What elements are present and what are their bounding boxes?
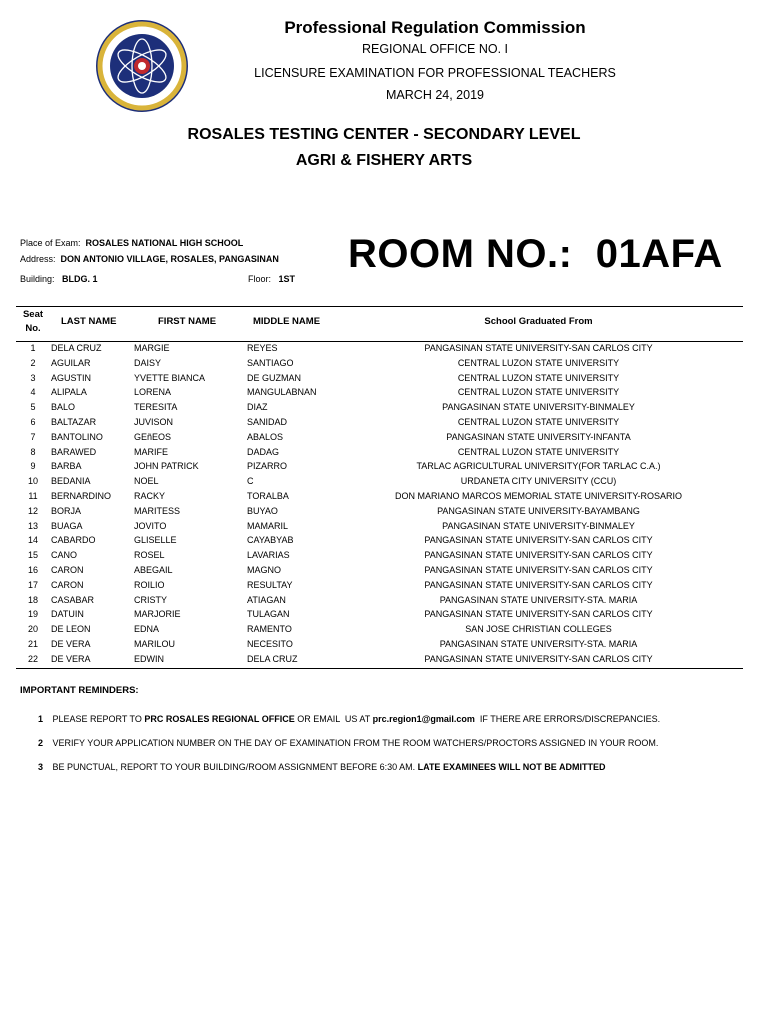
seat-number: 5 [30,402,36,413]
address-label: Address: [20,254,56,264]
last-name: BALO [51,402,76,413]
school-name: URDANETA CITY UNIVERSITY (CCU) [460,476,617,487]
reminder-text: OR EMAIL US AT [294,714,373,724]
middle-name: DELA CRUZ [247,653,298,664]
table-row [16,401,743,416]
school-name: TARLAC AGRICULTURAL UNIVERSITY(FOR TARLAC C.A.) [416,461,661,472]
school-name: CENTRAL LUZON STATE UNIVERSITY [457,416,620,427]
seat-number: 12 [27,505,38,516]
middle-name: MAGNO [247,564,282,575]
place-of-exam [20,238,243,248]
first-name: ROILIO [134,579,165,590]
school-name: DON MARIANO MARCOS MEMORIAL STATE UNIVERSITY-ROSARIO [394,490,683,501]
last-name: BANTOLINO [51,431,103,442]
middle-name: DADAG [247,446,280,457]
table-row [16,475,743,490]
header-last-name: LAST NAME [61,316,117,327]
first-name: YVETTE BIANCA [134,372,206,383]
reminder-text: VERIFY YOUR APPLICATION NUMBER ON THE DAY OF EXAMINATION FROM THE ROOM WATCHERS/PROCTORS ASSIGNED IN YOUR ROOM. [52,738,659,748]
place-value: ROSALES NATIONAL HIGH SCHOOL [85,238,244,248]
last-name: BARAWED [51,446,97,457]
last-name: DE LEON [51,624,91,635]
middle-name: ABALOS [247,431,284,442]
seat-number: 10 [27,476,38,487]
last-name: DELA CRUZ [51,343,102,353]
last-name: CASABAR [51,594,95,605]
testing-center: ROSALES TESTING CENTER - SECONDARY LEVEL [187,126,581,143]
reminder-text: IF THERE ARE ERRORS/DISCREPANCIES. [474,714,661,724]
school-name: PANGASINAN STATE UNIVERSITY-SAN CARLOS CITY [424,550,653,561]
school-name: PANGASINAN STATE UNIVERSITY-SAN CARLOS CITY [424,579,653,590]
last-name: DE VERA [51,653,91,664]
table-row [16,534,743,549]
examinee-table [16,306,743,669]
first-name: MARILOU [134,638,176,649]
table-body [16,342,743,668]
middle-name: RESULTAY [247,579,293,590]
table-row [16,505,743,520]
table-row [16,623,743,638]
last-name: CABARDO [51,535,96,546]
seat-number: 22 [27,653,38,664]
school-name: PANGASINAN STATE UNIVERSITY-STA. MARIA [439,638,638,649]
last-name: AGUILAR [51,357,91,368]
first-name: JOHN PATRICK [134,461,199,472]
school-name: PANGASINAN STATE UNIVERSITY-BAYAMBANG [437,505,640,516]
table-row [16,638,743,653]
floor-value: 1ST [278,274,296,284]
floor-label: Floor: [248,274,272,284]
last-name: CARON [51,579,84,590]
seat-number: 8 [30,446,36,457]
table-row [16,386,743,401]
seat-number: 6 [30,416,36,427]
reminder-text: BE PUNCTUAL, REPORT TO YOUR BUILDING/ROOM ASSIGNMENT BEFORE 6:30 AM. [52,762,418,772]
reminder-late-warning: LATE EXAMINEES WILL NOT BE ADMITTED [417,762,606,772]
middle-name: RAMENTO [247,624,292,635]
table-row [16,431,743,446]
seat-number: 17 [27,579,38,590]
school-name: PANGASINAN STATE UNIVERSITY-SAN CARLOS CITY [424,653,653,664]
header-seat: Seat [22,309,44,320]
first-name: EDWIN [134,653,164,664]
reminder-number: 3 [38,762,44,772]
reminder-3 [38,762,605,772]
table-row [16,520,743,535]
seat-number: 16 [27,564,38,575]
first-name: NOEL [134,476,159,487]
school-name: PANGASINAN STATE UNIVERSITY-SAN CARLOS CITY [424,564,653,575]
middle-name: TULAGAN [247,609,290,620]
reminder-text: PLEASE REPORT TO [52,714,145,724]
header-seat-no: No. [25,323,41,334]
reminder-office: PRC ROSALES REGIONAL OFFICE [144,714,295,724]
school-name: PANGASINAN STATE UNIVERSITY-STA. MARIA [439,594,638,605]
last-name: BARBA [51,461,82,472]
last-name: BERNARDINO [51,490,112,501]
middle-name: ATIAGAN [247,594,286,605]
middle-name: PIZARRO [247,461,288,472]
school-name: PANGASINAN STATE UNIVERSITY-INFANTA [446,431,631,442]
table-row [16,357,743,372]
middle-name: SANTIAGO [247,357,294,368]
table-row [16,549,743,564]
first-name: GEñEOS [134,431,172,442]
first-name: MARIFE [134,446,169,457]
first-name: ABEGAIL [134,564,173,575]
school-name: SAN JOSE CHRISTIAN COLLEGES [465,624,612,635]
address [20,254,279,264]
school-name: CENTRAL LUZON STATE UNIVERSITY [457,387,620,398]
middle-name: NECESITO [247,638,293,649]
last-name: DE VERA [51,638,91,649]
last-name: BUAGA [51,520,83,531]
school-name: PANGASINAN STATE UNIVERSITY-SAN CARLOS CITY [424,343,653,353]
table-row [16,594,743,609]
seat-number: 11 [28,490,38,501]
middle-name: LAVARIAS [247,550,290,561]
org-title: Professional Regulation Commission [284,18,586,37]
reminder-email: prc.region1@gmail.com [372,714,475,724]
last-name: ALIPALA [51,387,87,398]
reminder-1 [38,714,660,724]
reminder-2 [38,738,658,748]
table-row [16,608,743,623]
table-row [16,653,743,668]
middle-name: MAMARIL [247,520,289,531]
seat-number: 15 [27,550,38,561]
school-name: CENTRAL LUZON STATE UNIVERSITY [457,372,620,383]
first-name: MARJORIE [134,609,181,620]
last-name: DATUIN [51,609,84,620]
last-name: CANO [51,550,78,561]
seat-number: 4 [30,387,36,398]
floor [248,274,295,284]
seat-number: 2 [30,357,36,368]
middle-name: MANGULABNAN [247,387,317,398]
school-name: CENTRAL LUZON STATE UNIVERSITY [457,446,620,457]
table-row [16,372,743,387]
place-label: Place of Exam: [20,238,81,248]
seat-number: 21 [27,638,38,649]
middle-name: DIAZ [247,402,268,413]
school-name: PANGASINAN STATE UNIVERSITY-BINMALEY [442,402,635,413]
last-name: AGUSTIN [51,372,92,383]
table-row [16,490,743,505]
room-number: ROOM NO.: 01AFA [348,232,723,276]
school-name: CENTRAL LUZON STATE UNIVERSITY [457,357,620,368]
reminder-number: 2 [38,738,44,748]
exam-date: MARCH 24, 2019 [386,88,484,102]
school-name: PANGASINAN STATE UNIVERSITY-BINMALEY [442,520,635,531]
building-value: BLDG. 1 [62,274,98,284]
first-name: GLISELLE [134,535,177,546]
last-name: BALTAZAR [51,416,97,427]
seat-number: 9 [30,461,36,472]
first-name: TERESITA [134,402,178,413]
reminders-title: IMPORTANT REMINDERS: [20,685,139,696]
header-first-name: FIRST NAME [158,316,217,327]
middle-name: C [247,476,254,487]
address-value: DON ANTONIO VILLAGE, ROSALES, PANGASINAN [60,254,279,264]
reminder-number: 1 [38,714,44,724]
first-name: JOVITO [134,520,167,531]
seat-number: 18 [27,594,38,605]
seat-number: 19 [27,609,38,620]
first-name: ROSEL [134,550,165,561]
school-name: PANGASINAN STATE UNIVERSITY-SAN CARLOS CITY [424,609,653,620]
middle-name: BUYAO [247,505,278,516]
seat-number: 13 [27,520,38,531]
table-header [16,307,743,342]
regional-office: REGIONAL OFFICE NO. I [361,42,509,56]
first-name: JUVISON [134,416,174,427]
seat-number: 7 [30,431,36,442]
first-name: RACKY [134,490,166,501]
header-school: School Graduated From [484,316,593,327]
table-row [16,579,743,594]
table-row [16,564,743,579]
last-name: BEDANIA [51,476,91,487]
seat-number: 14 [27,535,38,546]
middle-name: SANIDAD [247,416,288,427]
seat-number: 1 [30,343,36,353]
first-name: EDNA [134,624,160,635]
last-name: BORJA [51,505,82,516]
major-field: AGRI & FISHERY ARTS [295,152,473,169]
building-label: Building: [20,274,55,284]
first-name: LORENA [134,387,172,398]
building [20,274,98,284]
table-row [16,460,743,475]
middle-name: DE GUZMAN [247,372,301,383]
seat-number: 20 [27,624,38,635]
exam-title: LICENSURE EXAMINATION FOR PROFESSIONAL TEACHERS [254,66,616,80]
first-name: CRISTY [134,594,168,605]
middle-name: TORALBA [247,490,289,501]
seat-number: 3 [30,372,36,383]
prc-seal-logo [92,20,192,112]
table-row [16,446,743,461]
middle-name: REYES [247,343,278,353]
school-name: PANGASINAN STATE UNIVERSITY-SAN CARLOS CITY [424,535,653,546]
last-name: CARON [51,564,84,575]
header-middle-name: MIDDLE NAME [253,316,321,327]
first-name: MARITESS [134,505,181,516]
first-name: DAISY [134,357,162,368]
middle-name: CAYABYAB [247,535,294,546]
table-row [16,342,743,357]
table-row [16,416,743,431]
first-name: MARGIE [134,343,170,353]
